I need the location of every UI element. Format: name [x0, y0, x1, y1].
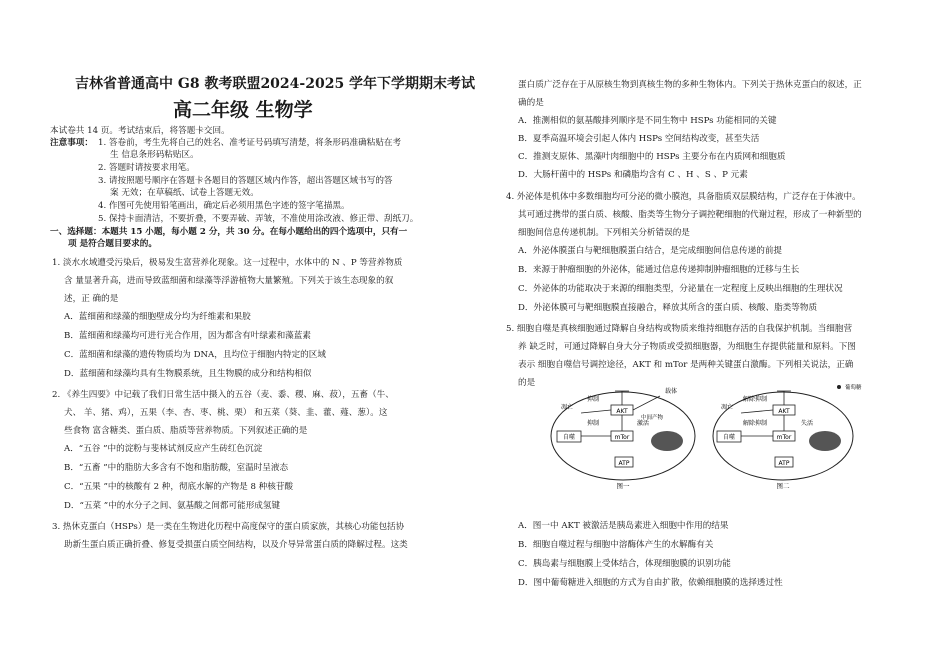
q4-stem-2: 其可通过携带的蛋白质、核酸、脂类等生物分子调控靶细胞的代谢过程，形成了一种新型的: [518, 210, 862, 220]
q5-stem-2: 养 缺乏时，可通过降解自身大分子物质或受损细胞器，为细胞生存提供能量和原料。下图: [518, 342, 856, 352]
q2-option-b[interactable]: B．“五畜 ”中的脂肪大多含有不饱和脂肪酸，室温时呈液态: [64, 463, 289, 473]
q4-stem-3: 细胞间信息传递机制。下列相关分析错误的是: [518, 228, 690, 238]
q3-stem-2: 助新生蛋白质正确折叠、修复受损蛋白质空间结构，以及介导异常蛋白质的降解过程。这类: [64, 540, 408, 550]
note-4: 4. 作图可先使用铅笔画出，确定后必须用黑色字迹的签字笔描黑。: [98, 201, 350, 211]
fig2-autophagy: 自噬: [722, 434, 736, 441]
autophagy-figure: [545, 381, 875, 493]
fig2-akt: AKT: [778, 408, 790, 415]
fig1-inhibit: 抑制: [587, 396, 600, 403]
fig1-activate: 激活: [637, 420, 650, 427]
fig2-caption: 图二: [776, 482, 790, 490]
section-heading-2: 项 是符合题目要求的。: [68, 239, 157, 249]
fig1-mtor: mTor: [614, 434, 630, 441]
q4-option-d[interactable]: D．外泌体膜可与靶细胞膜直接融合，释放其所含的蛋白质、核酸、脂类等物质: [518, 303, 818, 313]
q2-stem-1: 2. 《养生四要》中记载了我们日常生活中摄入的五谷（麦、黍、稷、麻、菽），五畜（牛、: [52, 390, 394, 400]
fig2-mtor: mTor: [776, 434, 792, 441]
q4-option-c[interactable]: C．外泌体的功能取决于来源的细胞类型，分泌量在一定程度上反映出细胞的生理状况: [518, 284, 843, 294]
note-2: 2. 答题时请按要求用笔。: [98, 163, 195, 173]
q1-stem-1: 1. 淡水水域遭受污染后，极易发生富营养化现象。这一过程中，水体中的 N 、P 等营养物质: [52, 258, 403, 268]
note-3: 3. 请按照题号顺序在答题卡各题目的答题区域内作答，超出答题区域书写的答: [98, 176, 393, 186]
fig1-apoptosis: 凋亡: [561, 404, 574, 411]
q5-option-d[interactable]: D．图中葡萄糖进入细胞的方式为自由扩散，依赖细胞膜的选择透过性: [518, 578, 783, 588]
fig2-atp: ATP: [778, 460, 790, 467]
q1-option-a[interactable]: A．蓝细菌和绿藻的细胞壁成分均为纤维素和果胶: [64, 312, 251, 322]
fig1-akt: AKT: [616, 408, 628, 415]
q4-option-a[interactable]: A．外泌体膜蛋白与靶细胞膜蛋白结合，是完成细胞间信息传递的前提: [518, 246, 783, 256]
exam-title: 吉林省普通高中 G8 教考联盟2024-2025 学年下学期期末考试: [75, 76, 476, 92]
fig2-lose-effect: 失活: [801, 420, 814, 427]
fig2-legend: 葡萄糖: [845, 385, 862, 391]
fig1-mitochondrion: [651, 431, 683, 451]
q5-stem-1: 5. 细胞自噬是真核细胞通过降解自身结构或物质来维持细胞存活的自我保护机制。当细胞营: [506, 324, 853, 334]
q5-option-b[interactable]: B．细胞自噬过程与细胞中溶酶体产生的水解酶有关: [518, 540, 714, 550]
fig1-carrier: 载体: [665, 388, 678, 395]
q3-option-b[interactable]: B．夏季高温环境会引起人体内 HSPs 空间结构改变，甚至失活: [518, 134, 760, 144]
exam-subtitle: 高二年级 生物学: [173, 99, 313, 121]
q3-option-d[interactable]: D．大肠杆菌中的 HSPs 和磷脂均含有 C 、H 、S 、P 元素: [518, 170, 748, 180]
fig2-mitochondrion: [809, 431, 841, 451]
fig2-release-inhibit: 解除抑制: [743, 396, 768, 403]
intro-text: 本试卷共 14 页。考试结束后，将答题卡交回。: [50, 126, 230, 136]
q2-option-c[interactable]: C．“五果 ”中的核酸有 2 种，彻底水解的产物是 8 种核苷酸: [64, 482, 294, 492]
q4-stem-1: 4. 外泌体是机体中多数细胞均可分泌的微小膜泡，具备脂质双层膜结构，广泛存在于体液中。: [506, 192, 861, 202]
q1-option-b[interactable]: B．蓝细菌和绿藻均可进行光合作用，因为都含有叶绿素和藻蓝素: [64, 331, 311, 341]
fig1-atp: ATP: [618, 460, 630, 467]
q4-option-b[interactable]: B．来源于肿瘤细胞的外泌体，能通过信息传递抑制肿瘤细胞的迁移与生长: [518, 265, 800, 275]
q1-option-d[interactable]: D．蓝细菌和绿藻均具有生物膜系统，且生物膜的成分和结构相似: [64, 369, 312, 379]
note-5: 5. 保持卡面清洁，不要折叠，不要弄破、弄皱，不准使用涂改液、修正带、刮纸刀。: [98, 214, 419, 224]
q3-option-a[interactable]: A．推测相似的氨基酸排列顺序是不同生物中 HSPs 功能相同的关键: [518, 116, 777, 126]
q2-stem-2: 犬、 羊、猪、鸡），五果（李、杏、枣、桃、栗） 和五菜（葵、韭、藿、薤、葱）。这: [64, 408, 388, 418]
note-3b: 案 无效；在草稿纸、试卷上答题无效。: [110, 188, 259, 198]
q1-stem-3: 述，正 确的是: [64, 294, 119, 304]
q2-option-a[interactable]: A．“五谷 ”中的淀粉与斐林试剂反应产生砖红色沉淀: [64, 444, 263, 454]
section-heading: 一、选择题：本题共 15 小题，每小题 2 分，共 30 分。在每小题给出的四个选项中，只有一: [50, 227, 408, 237]
fig1-inhibit-2: 抑制: [587, 420, 600, 427]
q3-stem-1: 3. 热休克蛋白（HSPs）是一类在生物进化历程中高度保守的蛋白质家族，其核心功能包括协: [52, 522, 405, 532]
fig1-autophagy: 自噬: [562, 434, 576, 441]
q5-stem-3: 表示 细胞自噬信号调控途径，AKT 和 mTor 是两种关键蛋白激酶。下列相关说法，正确: [518, 360, 854, 370]
figure-one: [551, 387, 695, 490]
q5-option-a[interactable]: A．图一中 AKT 被激活是胰岛素进入细胞中作用的结果: [518, 521, 729, 531]
note-1b: 生 信息条形码粘贴区。: [110, 150, 199, 160]
q5-stem-4: 的是: [518, 378, 536, 388]
glucose-legend-dot: [837, 385, 841, 389]
q5-option-c[interactable]: C．胰岛素与细胞膜上受体结合，体现细胞膜的识别功能: [518, 559, 731, 569]
q3-option-c[interactable]: C．推测支原体、黑藻叶肉细胞中的 HSPs 主要分布在内质网和细胞质: [518, 152, 786, 162]
q3-stem-4: 确的是: [518, 98, 544, 108]
fig1-caption: 图一: [616, 482, 630, 490]
q1-option-c[interactable]: C．蓝细菌和绿藻的遗传物质均为 DNA，且均位于细胞内特定的区域: [64, 350, 326, 360]
q1-stem-2: 含 量显著升高，进而导致蓝细菌和绿藻等浮游植物大量繁殖。下列关于该生态现象的叙: [64, 276, 394, 286]
q2-option-d[interactable]: D．“五菜 ”中的水分子之间、氨基酸之间都可能形成氢键: [64, 501, 281, 511]
figure-two: [713, 383, 862, 490]
fig2-release-inhibit-2: 解除抑制: [743, 420, 768, 427]
fig1-intermediate: 中间产物: [641, 415, 664, 421]
q3-stem-3: 蛋白质广泛存在于从原核生物到真核生物的多种生物体内。下列关于热休克蛋白的叙述，正: [518, 80, 862, 90]
notes-label: 注意事项：: [50, 138, 93, 148]
note-1: 1. 答卷前，考生先将自己的姓名、准考证号码填写清楚，将条形码准确粘贴在考: [98, 138, 402, 148]
fig2-apoptosis: 凋亡: [721, 404, 734, 411]
q2-stem-3: 些食物 富含糖类、蛋白质、脂质等营养物质。下列叙述正确的是: [64, 426, 308, 436]
